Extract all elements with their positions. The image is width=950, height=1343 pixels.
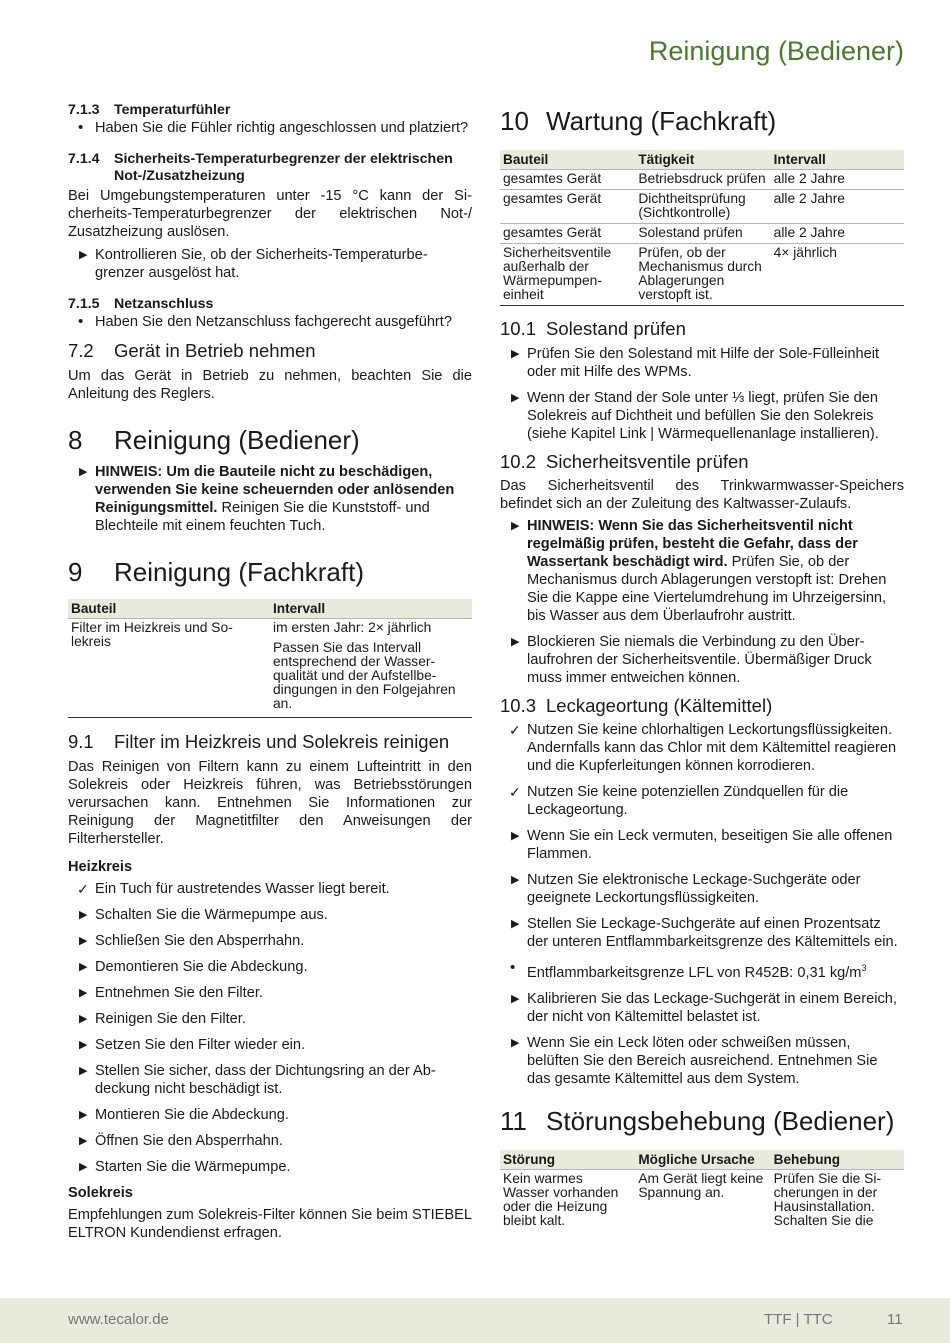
list-item: ▶ Öffnen Sie den Absperrhahn. xyxy=(79,1133,283,1149)
list-item: ▶ Entnehmen Sie den Filter. xyxy=(79,985,263,1001)
right-column xyxy=(500,102,904,1231)
page-footer xyxy=(0,1298,950,1343)
arrow-icon: ▶ xyxy=(511,874,520,886)
arrow-icon: ▶ xyxy=(511,1036,520,1049)
list-item: ✓ Nutzen Sie keine chlorhaltigen Leckortungsflüssigkeiten. Andernfalls kann das Chlor mit dem Kältemittel reagieren und die Kupferleitungen können korrodieren. xyxy=(509,722,897,774)
table-cell: Kein warmes Wasser vorhanden oder die Heizung bleibt kalt. xyxy=(500,1169,635,1231)
paragraph: Das Sicherheitsventil des Trinkwarmwasser-Speichers befindet sich an der Zuleitung des Kaltwasser-Zulaufs. xyxy=(500,478,904,512)
list-item: ▶ HINWEIS: Wenn Sie das Sicherheitsventil nicht regelmäßig prüfen, besteht die Gefahr, dass der Wassertank beschädigt wird. Prüfen Sie, ob der Mechanismus durch Ablagerungen verstopft ist: Drehen Sie die Kappe eine Viertelumdrehung im Uhrzeigersinn, bis Wasser aus dem Überlaufrohr austritt. xyxy=(511,518,887,624)
heading-7-1-4: 7.1.4 Sicherheits-Temperaturbegrenzer der elektrischen Not-/Zusatzheizung xyxy=(68,151,453,184)
paragraph: Um das Gerät in Betrieb zu nehmen, beachten Sie die Anleitung des Reglers. xyxy=(68,368,472,402)
arrow-icon: ▶ xyxy=(79,466,88,478)
heading-7-1-3: 7.1.3 Temperaturfühler xyxy=(68,102,231,118)
list-item: ✓ Nutzen Sie keine potenziellen Zündquellen für die Leckageortung. xyxy=(509,784,849,818)
page-number: 11 xyxy=(887,1311,903,1328)
list-item: • Haben Sie die Fühler richtig angeschlossen und platziert? xyxy=(78,119,469,136)
heading-10-1: 10.1 Solestand prüfen xyxy=(500,318,686,339)
arrow-icon: ▶ xyxy=(79,1013,88,1025)
table-cell: gesamtes Gerät xyxy=(500,190,635,224)
table-header: Bauteil xyxy=(68,599,270,619)
table-cell: Dichtheitsprüfung (Sichtkontrolle) xyxy=(635,190,770,224)
list-item: ✓ Ein Tuch für austretendes Wasser liegt bereit. xyxy=(77,881,390,897)
table-cell: alle 2 Jahre xyxy=(771,224,904,244)
table-header-row xyxy=(500,150,904,170)
arrow-icon: ▶ xyxy=(511,830,520,842)
list-item: ▶ Kalibrieren Sie das Leckage-Suchgerät in einem Bereich, der nicht von Kältemittel belastet ist. xyxy=(511,990,897,1025)
table-row xyxy=(500,1169,904,1231)
list-item: ▶ Wenn Sie ein Leck vermuten, beseitigen Sie alle offenen Flammen. xyxy=(511,828,893,862)
heading-10-3: 10.3 Leckageortung (Kältemittel) xyxy=(500,695,773,716)
table-cell: gesamtes Gerät xyxy=(500,224,635,244)
paragraph: Bei Umgebungstemperaturen unter -15 °C kann der Sicherheits-Temperaturbegrenzer der elektrischen Not-/ Zusatzheizung auslösen. xyxy=(68,188,472,240)
arrow-icon: ▶ xyxy=(511,636,520,648)
list-10-1 xyxy=(500,345,904,443)
arrow-icon: ▶ xyxy=(511,348,520,360)
list-item: ▶ Wenn Sie ein Leck löten oder schweißen müssen, belüften Sie den Bereich ausreichend. Entnehmen Sie das gesamte Kältemittel aus dem System. xyxy=(511,1034,878,1087)
heading-7-2: 7.2 Gerät in Betrieb nehmen xyxy=(68,340,316,361)
heading-9: 9 Reinigung (Fachkraft) xyxy=(68,557,364,587)
table-row xyxy=(500,224,904,244)
list-item: ▶ Wenn der Stand der Sole unter ⅓ liegt, prüfen Sie den Solekreis auf Dichtheit und befüllen Sie den Solekreis (siehe Kapitel Link | Wärmequellenanlage installieren). xyxy=(511,390,879,442)
heading-8: 8 Reinigung (Bediener) xyxy=(68,425,360,455)
table-cell: Am Gerät liegt keine Spannung an. xyxy=(635,1169,770,1231)
table-cell: im ersten Jahr: 2× jährlich Passen Sie das Intervall entsprechend der Wasserqualität und der Aufstellbedingungen in den Folgejahren an. xyxy=(270,619,472,718)
list-item: ▶ Schließen Sie den Absperrhahn. xyxy=(79,933,305,949)
arrow-icon: ▶ xyxy=(79,1135,88,1147)
heading-10: 10 Wartung (Fachkraft) xyxy=(500,106,777,136)
table-cell: Betriebsdruck prüfen xyxy=(635,170,770,190)
table-header: Mögliche Ursache xyxy=(635,1150,770,1170)
check-icon: ✓ xyxy=(77,881,89,897)
list-10-2 xyxy=(500,517,904,687)
list-item: • Haben Sie den Netzanschluss fachgerecht ausgeführt? xyxy=(78,313,452,330)
arrow-icon: ▶ xyxy=(79,1065,88,1077)
arrow-icon: ▶ xyxy=(79,1109,88,1121)
list-8 xyxy=(68,463,472,535)
list-item: ▶ Montieren Sie die Abdeckung. xyxy=(79,1107,289,1123)
heading-10-2: 10.2 Sicherheitsventile prüfen xyxy=(500,451,749,472)
list-item: ▶ Kontrollieren Sie, ob der Sicherheits-Temperaturbegrenzer ausgelöst hat. xyxy=(79,247,428,281)
left-column xyxy=(68,102,472,1242)
table-row xyxy=(68,619,472,718)
troubleshooting-table xyxy=(500,1150,904,1231)
table-cell: 4× jährlich xyxy=(771,244,904,306)
table-cell: alle 2 Jahre xyxy=(771,190,904,224)
table-cell: Sicherheitsventile außerhalb der Wärmepumpeneinheit xyxy=(500,244,635,306)
table-cell: Prüfen Sie die Sicherungen in der Hausinstallation. Schalten Sie die xyxy=(771,1169,904,1231)
heading-7-1-5: 7.1.5 Netzanschluss xyxy=(68,296,214,312)
list-item: ▶ Schalten Sie die Wärmepumpe aus. xyxy=(79,907,328,923)
table-cell: gesamtes Gerät xyxy=(500,170,635,190)
subheading-heizkreis: Heizkreis xyxy=(68,859,133,875)
table-header: Tätigkeit xyxy=(635,150,770,170)
table-row xyxy=(500,244,904,306)
list-item: ▶ HINWEIS: Um die Bauteile nicht zu beschädigen, verwenden Sie keine scheuernden oder anlösenden Reinigungsmittel. Reinigen Sie die Kunststoff- und Blechteile mit einem feuchten Tuch. xyxy=(79,464,455,534)
list-item: ▶ Demontieren Sie die Abdeckung. xyxy=(79,959,308,975)
table-header-row xyxy=(68,599,472,619)
table-header: Behebung xyxy=(771,1150,904,1170)
bullet-icon: • xyxy=(78,313,84,330)
list-item: ▶ Blockieren Sie niemals die Verbindung zu den Überlaufrohren der Sicherheitsventile. Übermäßiger Druck muss immer entweichen können. xyxy=(511,634,872,686)
arrow-icon: ▶ xyxy=(79,961,88,973)
list-7-1-4 xyxy=(68,246,472,282)
list-item: • Entflammbarkeitsgrenze LFL von R452B: 0,31 $kg/m^3$ xyxy=(510,959,867,981)
arrow-icon: ▶ xyxy=(79,987,88,999)
list-item: ▶ Stellen Sie Leckage-Suchgeräte auf einen Prozentsatz der unteren Entflammbarkeitsgrenze des Kältemittels ein. xyxy=(511,916,898,950)
paragraph: Das Reinigen von Filtern kann zu einem Lufteintritt in den Solekreis oder Heizkreis führen, was Betriebsstörungen verursachen kann. Entnehmen Sie Informationen zur Reinigung der Magnetitfilter den Anweisungen der Filterhersteller. xyxy=(68,759,472,847)
arrow-icon: ▶ xyxy=(511,392,520,404)
arrow-icon: ▶ xyxy=(511,992,520,1005)
bullet-icon: • xyxy=(510,959,516,976)
footer-url: www.tecalor.de xyxy=(68,1311,169,1328)
table-row xyxy=(500,190,904,224)
table-header: Bauteil xyxy=(500,150,635,170)
table-header: Störung xyxy=(500,1150,635,1170)
footer-model: TTF | TTC xyxy=(764,1311,833,1328)
list-item: ▶ Stellen Sie sicher, dass der Dichtungsring an der Abdeckung nicht beschädigt ist. xyxy=(79,1063,436,1097)
list-item: ▶ Setzen Sie den Filter wieder ein. xyxy=(79,1037,306,1053)
table-cell: alle 2 Jahre xyxy=(771,170,904,190)
list-item: ▶ Prüfen Sie den Solestand mit Hilfe der Sole-Fülleinheit oder mit Hilfe des WPMs. xyxy=(511,346,880,380)
arrow-icon: ▶ xyxy=(79,909,88,921)
table-cell: Filter im Heizkreis und Solekreis xyxy=(68,619,270,718)
heading-11: 11 Störungsbehebung (Bediener) xyxy=(500,1105,895,1136)
arrow-icon: ▶ xyxy=(511,918,520,930)
check-icon: ✓ xyxy=(509,722,521,738)
list-item: ▶ Starten Sie die Wärmepumpe. xyxy=(79,1159,291,1175)
list-7-1-5 xyxy=(68,313,472,331)
table-row xyxy=(500,170,904,190)
heading-9-1: 9.1 Filter im Heizkreis und Solekreis reinigen xyxy=(68,731,450,752)
table-header: Intervall xyxy=(270,599,472,619)
page-header-title: Reinigung (Bediener) xyxy=(648,36,904,66)
paragraph: Empfehlungen zum Solekreis-Filter können Sie beim STIEBEL ELTRON Kundendienst erfragen. xyxy=(68,1207,472,1241)
cleaning-table xyxy=(68,599,472,718)
arrow-icon: ▶ xyxy=(79,935,88,947)
subheading-solekreis: Solekreis xyxy=(68,1185,133,1201)
heizkreis-steps xyxy=(68,880,472,1176)
table-header: Intervall xyxy=(771,150,904,170)
table-header-row xyxy=(500,1150,904,1170)
list-7-1-3 xyxy=(68,119,472,137)
arrow-icon: ▶ xyxy=(79,1039,88,1051)
list-item: ▶ Reinigen Sie den Filter. xyxy=(79,1011,246,1027)
arrow-icon: ▶ xyxy=(511,520,520,532)
bullet-icon: • xyxy=(78,119,84,136)
arrow-icon: ▶ xyxy=(79,249,88,261)
table-cell: Prüfen, ob der Mechanismus durch Ablagerungen verstopft ist. xyxy=(635,244,770,306)
arrow-icon: ▶ xyxy=(79,1161,88,1173)
maintenance-table xyxy=(500,150,904,306)
check-icon: ✓ xyxy=(509,784,521,800)
table-cell: Solestand prüfen xyxy=(635,224,770,244)
list-10-3 xyxy=(500,721,904,1088)
list-item: ▶ Nutzen Sie elektronische Leckage-Suchgeräte oder geeignete Leckortungsflüssigkeiten. xyxy=(511,872,861,906)
